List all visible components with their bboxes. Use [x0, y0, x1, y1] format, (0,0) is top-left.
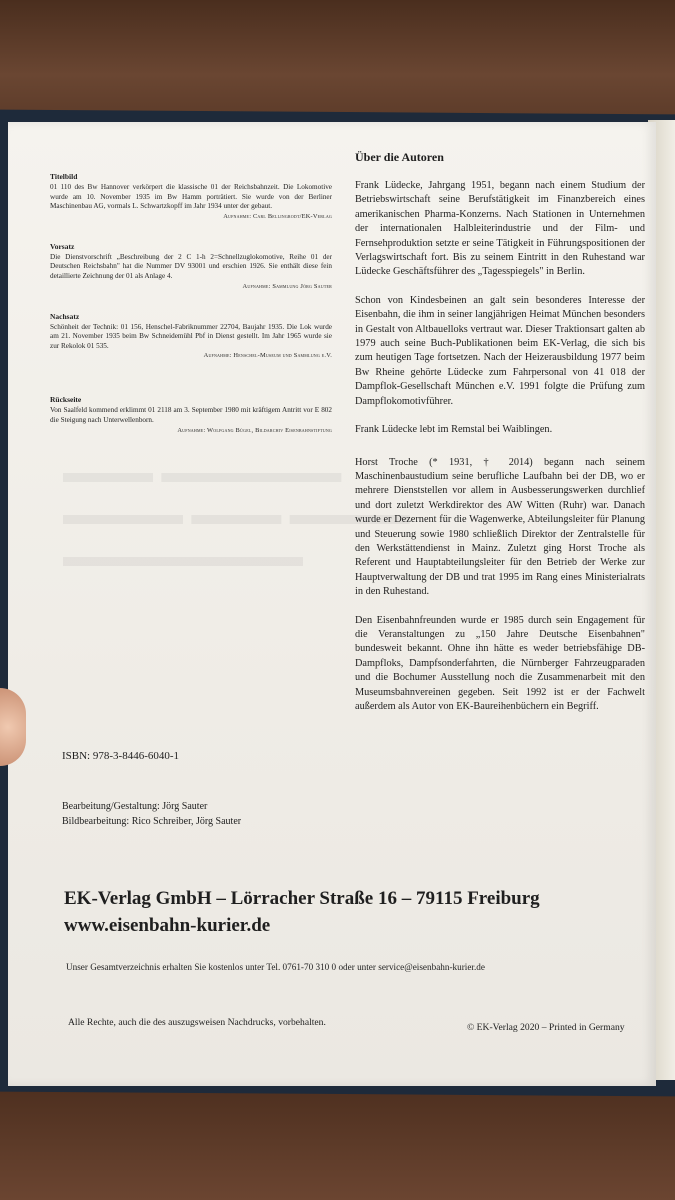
copyright-notice: © EK-Verlag 2020 – Printed in Germany: [467, 1022, 625, 1033]
show-through-text: ▬▬▬ ▬▬▬▬▬▬ ▬▬▬▬ ▬▬▬ ▬▬▬▬ ▬▬▬▬▬▬▬▬: [63, 456, 410, 573]
author-paragraph: Frank Lüdecke, Jahrgang 1951, begann nach einem Studium der Betriebswirtschaft seine Berufstätigkeit im Finanzbereich eines amerikanischen Pharma-Konzerns. Nach Stationen in Unternehmen der internationalen Halbleiterindustrie und der Film- und Fernsehproduktion setzte er seine Tätigkeit in Führungspositionen der Verlagswirtschaft fort. Bis zu seinem Eintritt in den Ruhestand war Lüdecke Geschäftsführer des „Tagesspiegels" in Berlin.: [355, 180, 645, 278]
credit-block-titelbild: [50, 172, 332, 220]
photo-credit: Aufnahme: Wolfgang Bügel, Bildarchiv Eisenbahnstiftung: [177, 426, 332, 434]
rights-notice: Alle Rechte, auch die des auszugsweisen Nachdrucks, vorbehalten.: [68, 1017, 326, 1028]
isbn: ISBN: 978-3-8446-6040-1: [62, 750, 180, 762]
author-paragraph: Den Eisenbahnfreunden wurde er 1985 durch sein Engagement für die Veranstaltungen zu „150 Jahre Deutsche Eisenbahnen" bundesweit bekannt. Ohne ihn hätte es weder betriebsfähige DB-Dampfloks, Dampfsonderfahrten, die Nürnberger Fahrzeugparaden und die Bochumer Ausstellung noch die Zusammenarbeit mit den Museumsbahnvereinen gegeben. Seit 1992 ist er der Fachwelt außerdem als Autor von EK-Baureihenbüchern ein Begriff.: [355, 614, 645, 712]
credit-text: Schönheit der Technik: 01 156, Henschel-Fabriknummer 22704, Baujahr 1935. Die Lok wurde am 21. November 1935 beim Bw Schneidemühl Pbf in Dienst gestellt. Im Jahr 1965 wurde sie zur Rekolok 01 535.: [50, 322, 332, 350]
credit-heading: Nachsatz: [50, 311, 80, 321]
author-paragraph: Frank Lüdecke lebt im Remstal bei Waiblingen.: [355, 424, 553, 436]
credit-heading: Titelbild: [50, 172, 78, 181]
photo-credit: Aufnahme: Sammlung Jörg Sauter: [242, 282, 332, 290]
author-paragraph: Schon von Kindesbeinen an galt sein besonderes Interesse der Eisenbahn, die ihm in seiner langjährigen Heimat München besonders in Gestalt von Altbauelloks vertraut war. Dieser Traktionsart galten ab 1979 auch seine Buch-Publikationen beim EK-Verlag, die sich bis zum heutigen Tage fortsetzen. Nach der Heizerausbildung 1977 beim Bw Rheine gehörte Lüdecke zum Fahrpersonal von 41 018 der Dampflok-Gesellschaft München e.V. 1991 folgte die Prüfung zum Dampflokomotivführer.: [355, 294, 645, 407]
photo-credit: Aufnahme: Henschel-Museum und Sammlung e.V.: [203, 352, 332, 360]
credit-text: 01 110 des Bw Hannover verkörpert die klassische 01 der Reichsbahnzeit. Die Lokomotive wurde am 10. November 1935 im Bw Hamm porträtiert. Sie wurde von der Berliner Maschinenbau AG, vormals L. Schwartzkopff im Jahr 1934 unter der gebaut.: [50, 183, 332, 211]
credit-block-nachsatz: [50, 312, 332, 360]
author-paragraph: Horst Troche (* 1931, † 2014) begann nach seinem Maschinenbaustudium seine berufliche Laufbahn bei der DB, wo er mehrere Dienststellen vor allem in Ausbesserungswerken durchlief und dort zuletzt Werkdirektor des AW Witten (Ruhr) war. Danach wurde er Dezernent für die Wagenwerke, Abteilungsleiter für Planung und Steuerung sowie 1980 schließlich Direktor der Zentralstelle für den Werkstättendienst in Mainz. Zuletzt ging Horst Troche als Referent und Hauptabteilungsleiter für den Betrieb der Werke zur Hauptverwaltung der DB und trat 1995 im Rang eines Ministerialrats in den Ruhestand.: [355, 456, 645, 598]
about-authors-column: [355, 150, 645, 728]
section-heading: Über die Autoren: [355, 150, 444, 164]
credit-text: Die Dienstvorschrift „Beschreibung der 2 C 1-h 2=Schnellzuglokomotive, Reihe 01 der Deutschen Reichsbahn" hat die Nummer DV 93001 und erschien 1926. Sie enthält diese fein detaillierte Zeichnung der 01 als Anlage 4.: [50, 252, 332, 280]
credit-block-rueckseite: [50, 395, 332, 433]
editing-line: Bildbearbeitung: Rico Schreiber, Jörg Sauter: [62, 815, 242, 827]
credit-text: Von Saalfeld kommend erklimmt 01 2118 am 3. September 1980 mit kräftigem Antritt vor E 802 die Steigung nach Unterwellenborn.: [50, 406, 332, 424]
catalog-note: Unser Gesamtverzeichnis erhalten Sie kostenlos unter Tel. 0761-70 310 0 oder unter service@eisenbahn-kurier.de: [66, 962, 485, 972]
credit-heading: Vorsatz: [50, 241, 75, 251]
editing-line: Bearbeitung/Gestaltung: Jörg Sauter: [62, 801, 208, 812]
credit-heading: Rückseite: [50, 395, 82, 405]
photo-credit: Aufnahme: Carl Bellingrodt/EK-Verlag: [223, 212, 332, 220]
image-credits-column: [50, 172, 332, 456]
publisher-info: [64, 885, 649, 939]
editing-credits: [62, 800, 241, 829]
credit-block-vorsatz: [50, 242, 332, 290]
publisher-website: www.eisenbahn-kurier.de: [64, 915, 271, 936]
table-surface-bottom: [0, 1085, 675, 1200]
publisher-address: EK-Verlag GmbH – Lörracher Straße 16 – 79115 Freiburg: [64, 888, 540, 909]
table-surface-top: [0, 0, 675, 125]
